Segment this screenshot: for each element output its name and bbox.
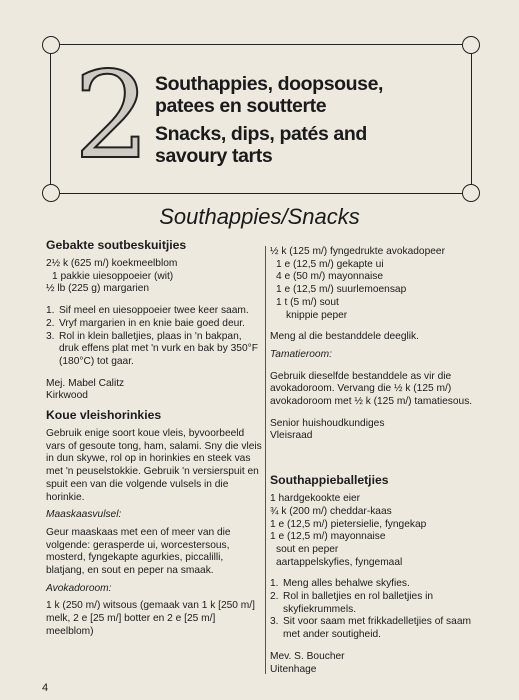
chapter-title-af-line2: patees en soutterte	[155, 95, 327, 117]
ingredient-line: 1 pakkie uiesoppoeier (wit)	[52, 270, 174, 282]
ingredient-line: aartappelskyfies, fyngemaal	[276, 556, 403, 568]
recipe-title: Koue vleishorinkies	[46, 408, 162, 423]
method-step	[46, 318, 264, 331]
ingredient-line: 1 e (12,5 m/) gekapte ui	[276, 258, 384, 270]
left-column	[46, 238, 264, 639]
corner-ornament	[42, 184, 60, 202]
step-number: 3.	[270, 616, 279, 628]
corner-ornament	[42, 36, 60, 54]
step-text: Meng alles behalwe skyfies.	[283, 578, 410, 590]
ingredient-line: knippie peper	[286, 309, 348, 321]
right-column	[270, 246, 486, 676]
recipe-title: Gebakte soutbeskuitjies	[46, 238, 187, 252]
corner-ornament	[462, 36, 480, 54]
ingredient-line: 1 e (12,5 m/) pietersielie, fyngekap	[270, 518, 427, 530]
ingredient-line: ½ k (125 m/) fyngedrukte avokadopeer	[270, 246, 445, 257]
recipe-author: Senior huishoudkundiges	[270, 417, 385, 429]
ingredient-line: sout en peper	[276, 543, 339, 555]
step-number: 2.	[270, 591, 279, 603]
step-text: Sif meel en uiesoppoeier twee keer saam.	[59, 305, 249, 317]
section-title: Southappies/Snacks	[159, 204, 360, 229]
page-number: 4	[42, 682, 49, 694]
method-step	[46, 305, 264, 318]
step-number: 2.	[46, 317, 55, 329]
step-text: Sit voor saam met frikkadelletjies of saam met ander soutigheid.	[283, 616, 471, 641]
recipe-author: Mev. S. Boucher	[270, 650, 345, 662]
column-divider	[265, 246, 266, 674]
chapter-title-en-line2: savoury tarts	[155, 145, 273, 167]
ingredient-line: 1 e (12,5 m/) mayonnaise	[270, 531, 386, 543]
step-number: 3.	[46, 330, 55, 342]
sub-text: 1 k (250 m/) witsous (gemaak van 1 k [250 m/] melk, 2 e [25 m/] botter en 2 e [25 m/] meelblom)	[46, 600, 255, 637]
step-text: Rol in klein balletjies, plaas in 'n bakpan, druk effens plat met 'n vurk en bak by 350°F (180°C) tot gaar.	[59, 330, 258, 367]
ingredient-line: 1 t (5 m/) sout	[276, 296, 339, 308]
recipe-place: Uitenhage	[270, 663, 317, 675]
recipe-intro: Gebruik enige soort koue vleis, byvoorbeeld vars of gesoute tong, ham, salami. Sny die vleis in dun skywe, rol op in horinkies en steek vas met 'n peuselstokkie. Gebruik 'n versierspuit en spuit een van die volgende vulsels in die horinkie.	[46, 428, 262, 503]
step-text: Rol in balletjies en rol balletjies in skyfiekrummels.	[283, 591, 434, 615]
chapter-title-en-line1: Snacks, dips, patés and	[155, 123, 367, 145]
sub-heading: Avokadoroom:	[46, 582, 112, 594]
chapter-title-af-line1: Southappies, doopsouse,	[155, 73, 384, 95]
chapter-titles	[155, 73, 465, 167]
ingredient-line: ½ lb (225 g) margarien	[46, 283, 150, 295]
method-step	[270, 578, 486, 591]
method-step	[46, 331, 264, 369]
method-step	[270, 591, 486, 616]
ingredient-line: 4 e (50 m/) mayonnaise	[276, 271, 384, 283]
sub-heading: Maaskaasvulsel:	[46, 509, 122, 521]
step-text: Vryf margarien in en knie baie goed deur.	[59, 317, 245, 329]
sub-text: Geur maaskaas met een of meer van die volgende: gerasperde ui, worcestersous, mosterd, fyngekapte agurkies, piccalilli, blatjang, en sout en peper na smaak.	[46, 526, 231, 577]
ingredient-line: 2½ k (625 m/) koekmeelblom	[46, 258, 178, 269]
step-number: 1.	[270, 578, 279, 590]
ingredient-line: 1 hardgekookte eier	[270, 493, 361, 505]
ingredient-line: 1 e (12,5 m/) suurlemoensap	[276, 284, 407, 296]
sub-heading: Tamatieroom:	[270, 348, 332, 360]
method-step	[270, 616, 486, 641]
chapter-number: 2	[73, 47, 151, 186]
ingredient-line: ¾ k (200 m/) cheddar-kaas	[270, 505, 392, 517]
sub-text: Gebruik dieselfde bestanddele as vir die avokadoroom. Vervang die ½ k (125 m/) avokadoroom met ½ k (125 m/) tamatiesous.	[270, 370, 473, 408]
recipe-place: Vleisraad	[270, 430, 313, 442]
instruction-text: Meng al die bestanddele deeglik.	[270, 331, 419, 343]
step-number: 1.	[46, 305, 55, 317]
chapter-header-box	[50, 44, 472, 194]
corner-ornament	[462, 184, 480, 202]
recipe-place: Kirkwood	[46, 390, 88, 402]
recipe-author: Mej. Mabel Calitz	[46, 377, 125, 389]
recipe-title: Southappieballetjies	[270, 473, 389, 488]
